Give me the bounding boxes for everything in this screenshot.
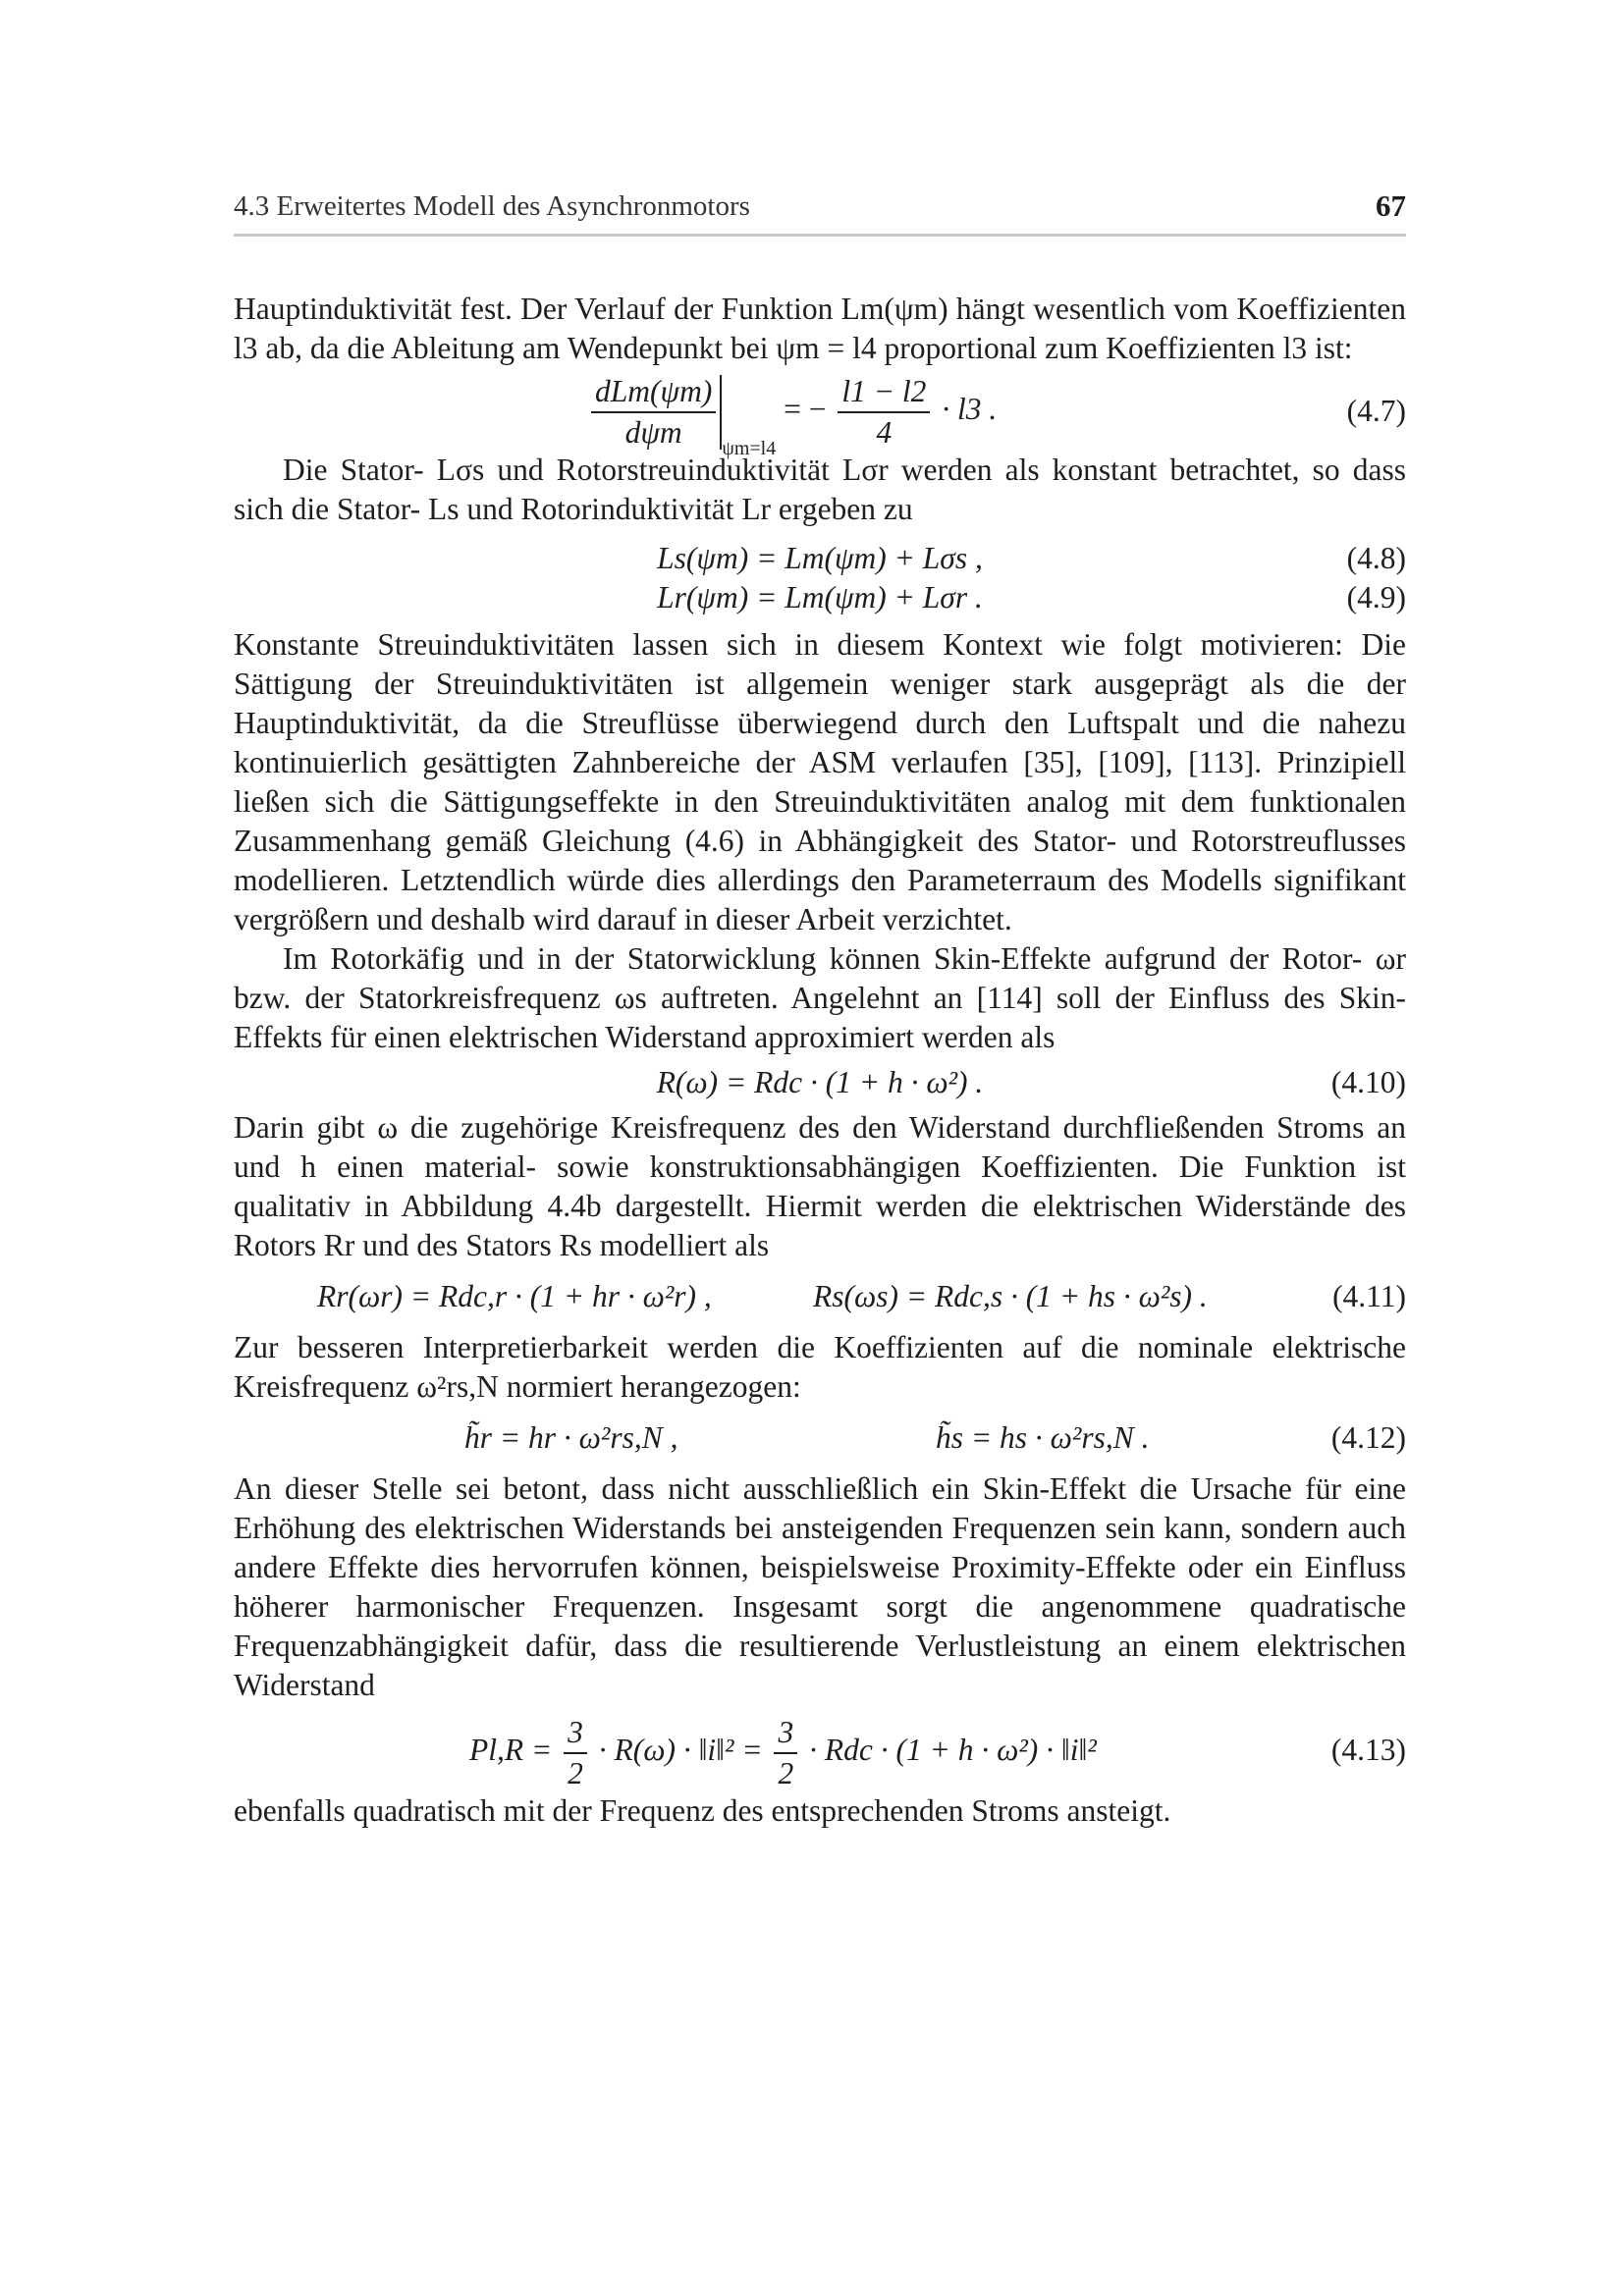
section-title: 4.3 Erweitertes Modell des Asynchronmotors	[234, 190, 750, 222]
eq49-label: (4.9)	[1346, 580, 1406, 614]
page	[234, 187, 1406, 1828]
eq47-num: dLm(ψm)	[591, 372, 716, 413]
eq411-right: Rs(ωs) = Rdc,s · (1 + hs · ω²s) .	[813, 1279, 1208, 1313]
running-header	[234, 187, 1406, 237]
eq47-rhs-den: 4	[876, 415, 893, 450]
eq47-label: (4.7)	[1346, 394, 1406, 428]
eq410-text: R(ω) = Rdc · (1 + h · ω²) .	[656, 1065, 984, 1099]
paragraph: Darin gibt ω die zugehörige Kreisfrequenz des den Widerstand durchfließenden Stroms an und h einen material- sowie konstruktionsabhängigen Koeffizienten. Die Funktion ist qualitativ in Abbildung 4.4b dargestellt. Hiermit werden die elektrischen Widerstände des Rotors Rr und des Stators Rs modelliert als	[234, 1110, 1406, 1262]
body-text	[234, 290, 1406, 1831]
eq413-tail: · Rdc · (1 + h · ω²) · ‖i‖²	[809, 1733, 1097, 1768]
eq413-label: (4.13)	[1330, 1733, 1406, 1767]
equation-4-9	[234, 578, 1406, 617]
paragraph: Im Rotorkäfig und in der Statorwicklung können Skin-Effekte aufgrund der Rotor- ωr bzw. der Statorkreisfrequenz ωs auftreten. Angelehnt an [114] soll der Einfluss des Skin-Effekts für einen elektrischen Widerstand approximiert werden als	[234, 941, 1406, 1054]
eq47-den: dψm	[624, 415, 682, 450]
eq48-text: Ls(ψm) = Lm(ψm) + Lσs ,	[657, 541, 983, 575]
eq411-left: Rr(ωr) = Rdc,r · (1 + hr · ω²r) ,	[317, 1279, 712, 1313]
equation-4-13	[234, 1709, 1406, 1791]
equation-4-12	[234, 1418, 1406, 1458]
eq413-frac-den: 2	[568, 1756, 583, 1790]
eq413-frac-den-2: 2	[778, 1756, 794, 1790]
eq412-label: (4.12)	[1330, 1420, 1406, 1455]
equation-4-7: $\frac{\text{dLm(ψm)}}{\text{dψm}}$ $_{\psi m=l4}$ = − $\frac{l1 - l2}{4}$ · l3 . (4.7)	[234, 372, 1406, 451]
paragraph: Zur besseren Interpretierbarkeit werden die Koeffizienten auf die nominale elektrische Kreisfrequenz ω²rs,N normiert herangezogen:	[234, 1330, 1406, 1404]
paragraph: Konstante Streuinduktivitäten lassen sich in diesem Kontext wie folgt motivieren: Die Sättigung der Streuinduktivitäten ist allgemein weniger stark ausgeprägt als die der Hauptinduktivität, da die Streuflüsse überwiegend durch den Luftspalt und die nahezu kontinuierlich gesättigten Zahnbereiche der ASM verlaufen [35], [109], [113]. Prinzipiell ließen sich die Sättigungseffekte in den Streuinduktivitäten analog mit dem funktionalen Zusammenhang gemäß Gleichung (4.6) in Abhängigkeit des Stator- und Rotorstreuflusses modellieren. Letztendlich würde dies allerdings den Parameterraum des Modells signifikant vergrößern und deshalb wird darauf in dieser Arbeit verzichtet.	[234, 627, 1406, 936]
equation-4-10	[234, 1063, 1406, 1102]
equation-4-8	[234, 539, 1406, 578]
eq48-label: (4.8)	[1346, 541, 1406, 575]
eq413-frac-num: 3	[564, 1713, 587, 1754]
paragraph: Hauptinduktivität fest. Der Verlauf der Funktion Lm(ψm) hängt wesentlich vom Koeffizienten l3 ab, da die Ableitung am Wendepunkt bei ψm = l4 proportional zum Koeffizienten l3 ist:	[234, 292, 1406, 365]
paragraph: An dieser Stelle sei betont, dass nicht ausschließlich ein Skin-Effekt die Ursache für eine Erhöhung des elektrischen Widerstands bei ansteigenden Frequenzen sein kann, sondern auch andere Effekte dies hervorrufen können, beispielsweise Proximity-Effekte oder ein Einfluss höherer harmonischer Frequenzen. Insgesamt sorgt die angenommene quadratische Frequenzabhängigkeit dafür, dass die resultierende Verlustleistung an einem elektrischen Widerstand	[234, 1471, 1406, 1702]
paragraph: Die Stator- Lσs und Rotorstreuinduktivität Lσr werden als konstant betrachtet, so dass sich die Stator- Ls und Rotorinduktivität Lr ergeben zu	[234, 453, 1406, 526]
eq47-eval: ψm=l4	[722, 437, 777, 459]
paragraph: ebenfalls quadratisch mit der Frequenz des entsprechenden Stroms ansteigt.	[234, 1793, 1171, 1828]
page-number: 67	[1376, 188, 1406, 223]
eq413-mid: · R(ω) · ‖i‖² =	[598, 1733, 763, 1768]
equation-4-11	[234, 1277, 1406, 1316]
eq411-label: (4.11)	[1332, 1279, 1406, 1313]
eq412-left: h̃r = hr · ω²rs,N ,	[464, 1420, 678, 1455]
eq47-rhs-num: l1 − l2	[838, 372, 930, 413]
eq413-lhs: Pl,R =	[469, 1733, 553, 1768]
eq412-right: h̃s = hs · ω²rs,N .	[936, 1420, 1150, 1455]
eq49-text: Lr(ψm) = Lm(ψm) + Lσr .	[657, 580, 983, 614]
eq413-frac-num-2: 3	[774, 1713, 797, 1754]
eq47-tail: · l3 .	[942, 392, 998, 427]
eq410-label: (4.10)	[1330, 1065, 1406, 1099]
